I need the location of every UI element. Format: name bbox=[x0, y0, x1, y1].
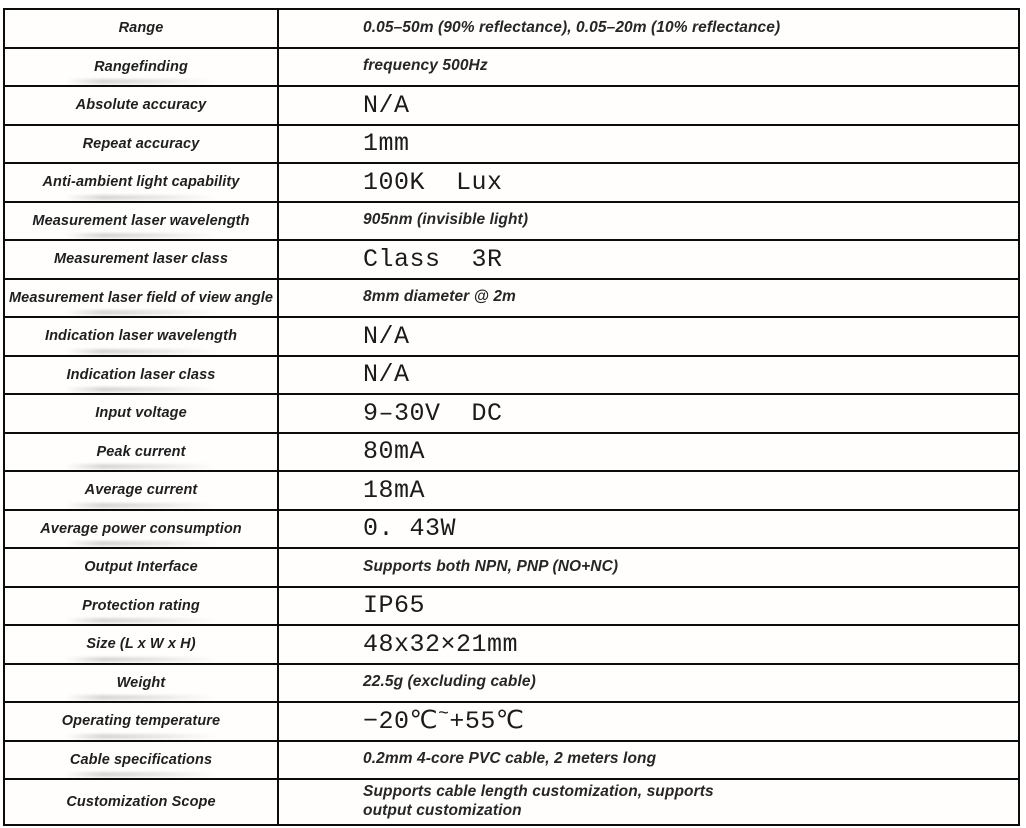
table-row bbox=[5, 201, 1018, 240]
table-row bbox=[5, 278, 1018, 317]
table-row bbox=[5, 47, 1018, 86]
table-row bbox=[5, 624, 1018, 663]
table-row bbox=[5, 547, 1018, 586]
row-label: Output Interface bbox=[84, 559, 198, 576]
row-label: Size (L x W x H) bbox=[5, 626, 277, 663]
row-value: Class 3R bbox=[277, 241, 1018, 278]
row-value: 9–30V DC bbox=[277, 395, 1018, 432]
row-label: Rangefinding bbox=[5, 49, 277, 86]
table-row bbox=[5, 701, 1018, 740]
row-label: Range bbox=[118, 20, 164, 37]
row-value: 0. 43W bbox=[277, 511, 1018, 548]
row-label: Operating temperature bbox=[5, 703, 277, 740]
table-row bbox=[5, 162, 1018, 201]
row-value: 8mm diameter @ 2m bbox=[277, 280, 1018, 317]
row-value: Supports cable length customization, supports output customization bbox=[277, 780, 1018, 824]
table-row bbox=[5, 85, 1018, 124]
row-label: Measurement laser field of view angle bbox=[5, 280, 277, 317]
row-value: 80mA bbox=[277, 434, 1018, 471]
row-value: 18mA bbox=[277, 472, 1018, 509]
row-label: Average power consumption bbox=[5, 511, 277, 548]
row-value: 0.2mm 4-core PVC cable, 2 meters long bbox=[277, 742, 1018, 779]
row-value: 100K Lux bbox=[277, 164, 1018, 201]
row-label: Customization Scope bbox=[66, 794, 216, 810]
row-value: 905nm (invisible light) bbox=[277, 203, 1018, 240]
row-value: 0.05–50m (90% reflectance), 0.05–20m (10% reflectance) bbox=[277, 10, 1018, 47]
table-row bbox=[5, 239, 1018, 278]
table-row bbox=[5, 740, 1018, 779]
row-value: N/A bbox=[277, 87, 1018, 124]
row-value: IP65 bbox=[277, 588, 1018, 625]
table-row bbox=[5, 663, 1018, 702]
row-label: Measurement laser class bbox=[54, 251, 228, 268]
row-value: frequency 500Hz bbox=[277, 49, 1018, 86]
row-label: Cable specifications bbox=[5, 742, 277, 779]
spec-table bbox=[3, 8, 1020, 826]
table-row bbox=[5, 393, 1018, 432]
row-label: Protection rating bbox=[5, 588, 277, 625]
table-row bbox=[5, 470, 1018, 509]
row-value: N/A bbox=[277, 318, 1018, 355]
table-row bbox=[5, 124, 1018, 163]
row-label: Indication laser wavelength bbox=[5, 318, 277, 355]
row-label: Absolute accuracy bbox=[75, 97, 207, 114]
row-label: Peak current bbox=[5, 434, 277, 471]
table-row bbox=[5, 509, 1018, 548]
row-value: −20℃~+55℃ bbox=[277, 703, 1018, 740]
row-label: Input voltage bbox=[95, 405, 187, 422]
table-row bbox=[5, 432, 1018, 471]
table-row bbox=[5, 778, 1018, 824]
row-value: N/A bbox=[277, 357, 1018, 394]
row-label: Repeat accuracy bbox=[82, 135, 200, 152]
row-value: 22.5g (excluding cable) bbox=[277, 665, 1018, 702]
table-row bbox=[5, 586, 1018, 625]
table-row bbox=[5, 316, 1018, 355]
row-label: Measurement laser wavelength bbox=[5, 203, 277, 240]
row-label: Indication laser class bbox=[5, 357, 277, 394]
row-value: 48x32×21mm bbox=[277, 626, 1018, 663]
table-row bbox=[5, 10, 1018, 47]
table-row bbox=[5, 355, 1018, 394]
row-value: 1mm bbox=[277, 126, 1018, 163]
row-label: Average current bbox=[5, 472, 277, 509]
row-value: Supports both NPN, PNP (NO+NC) bbox=[277, 549, 1018, 586]
row-label: Anti-ambient light capability bbox=[5, 164, 277, 201]
row-label: Weight bbox=[5, 665, 277, 702]
